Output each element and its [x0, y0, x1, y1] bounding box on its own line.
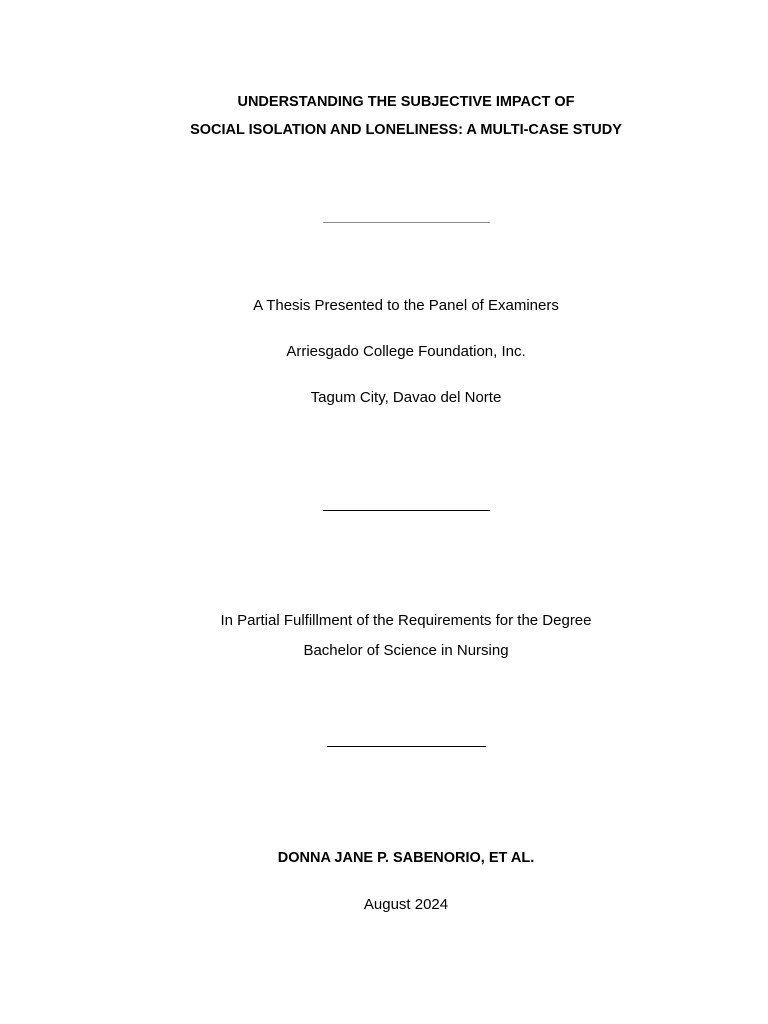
divider-1: [323, 222, 490, 223]
fulfillment-line: In Partial Fulfillment of the Requirements for the Degree: [220, 612, 592, 629]
institution-name: Arriesgado College Foundation, Inc.: [286, 343, 526, 360]
author-name: DONNA JANE P. SABENORIO, ET AL.: [277, 850, 535, 866]
institution-location: Tagum City, Davao del Norte: [310, 389, 502, 406]
presentation-line: A Thesis Presented to the Panel of Examiners: [253, 297, 559, 314]
submission-date: August 2024: [363, 896, 449, 913]
title-line-1: UNDERSTANDING THE SUBJECTIVE IMPACT OF: [237, 94, 575, 110]
degree-name: Bachelor of Science in Nursing: [303, 642, 509, 659]
divider-2: [323, 510, 490, 511]
divider-3: [327, 746, 486, 747]
title-line-2: SOCIAL ISOLATION AND LONELINESS: A MULTI-CASE STUDY: [190, 122, 622, 138]
